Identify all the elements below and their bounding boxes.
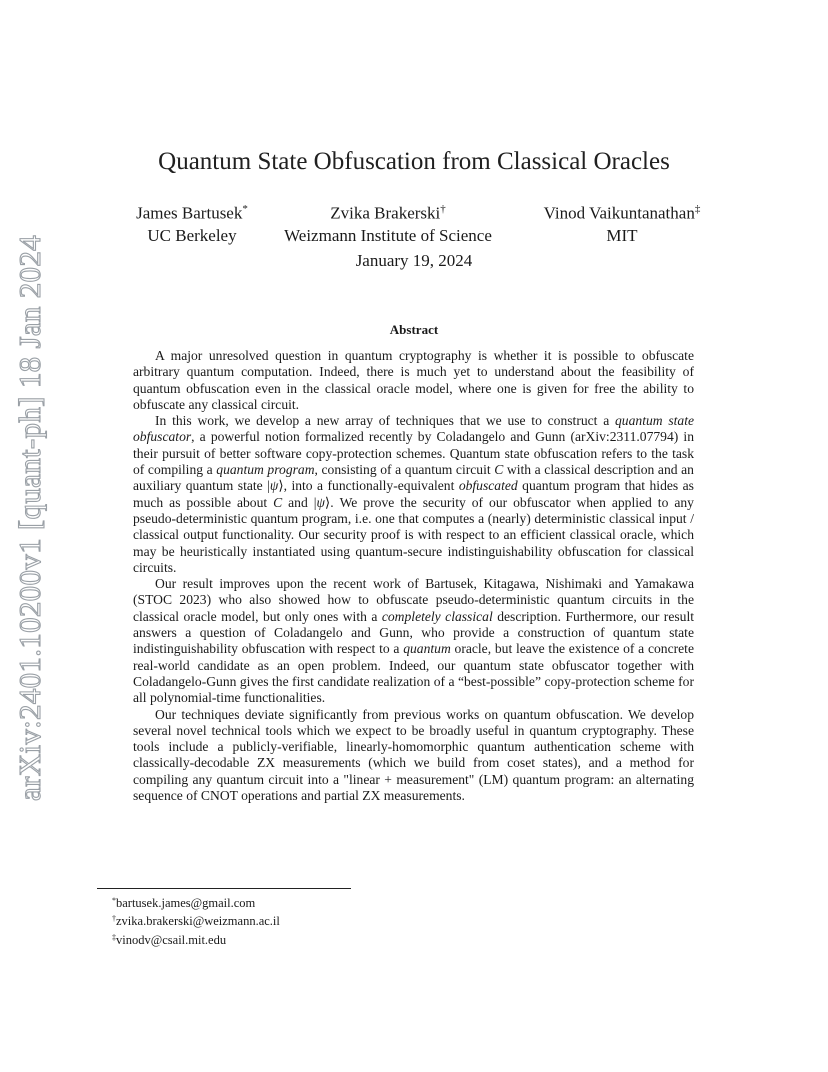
author-affiliation: Weizmann Institute of Science <box>284 225 492 245</box>
author-email[interactable]: bartusek.james@gmail.com <box>116 896 256 910</box>
abstract-body <box>133 348 694 804</box>
author-3 <box>512 198 732 247</box>
abstract-heading: Abstract <box>389 322 439 337</box>
author-mark: † <box>440 203 446 215</box>
footnote-mark: ‡ <box>112 932 116 942</box>
abstract-paragraph-3: Our result improves upon the recent work of Bartusek, Kitagawa, Nishimaki and Yamakawa (STOC 2023) who also showed how to obfuscate pseudo-deterministic quantum circuits in the classical oracle model, but only ones with a completely classical description. Furthermore, our result answers a question of Coladangelo and Gunn, who provide a construction of quantum state indistinguishability obfuscation with respect to a quantum oracle, but leave the existence of a concrete real-world candidate as an open problem. Indeed, our quantum state obfuscator together with Coladangelo-Gunn gives the first candidate realization of a “best-possible” copy-protection scheme for all polynomial-time functionalities. <box>133 576 694 706</box>
author-block <box>0 198 828 248</box>
abstract-paragraph-1: A major unresolved question in quantum cryptography is whether it is possible to obfuscate arbitrary quantum computation. Indeed, there is much yet to understand about the feasibility of quantum obfuscation even in the classical oracle model, where one is given for free the ability to obfuscate any classical circuit. <box>133 348 694 412</box>
author-name: Zvika Brakerski <box>330 203 441 223</box>
footnote-mark: * <box>112 896 116 905</box>
footnote-1 <box>112 893 280 911</box>
abstract-paragraph-4: Our techniques deviate significantly from previous works on quantum obfuscation. We develop several novel technical tools which we expect to be broadly useful in quantum cryptography. These tools include a publicly-verifiable, linearly-homomorphic quantum authentication scheme with classically-decodable ZX measurements (which we build from coset states), and a method for compiling any quantum circuit into a "linear + measurement" (LM) quantum program: an alternating sequence of CNOT operations and partial ZX measurements. <box>133 706 694 804</box>
author-affiliation: MIT <box>606 225 638 245</box>
footnotes <box>112 893 280 948</box>
author-affiliation: UC Berkeley <box>147 225 237 245</box>
footnote-rule <box>97 888 351 889</box>
author-email[interactable]: vinodv@csail.mit.edu <box>116 932 227 947</box>
author-mark: ‡ <box>694 203 701 215</box>
author-name: Vinod Vaikuntanathan <box>543 203 695 223</box>
author-name: James Bartusek <box>136 203 243 223</box>
publication-date: January 19, 2024 <box>355 251 473 270</box>
author-mark: * <box>242 203 248 215</box>
footnote-2 <box>112 911 280 929</box>
author-email[interactable]: zvika.brakerski@weizmann.ac.il <box>116 914 280 929</box>
footnote-mark: † <box>112 914 116 924</box>
author-2 <box>272 198 504 247</box>
abstract-paragraph-2: In this work, we develop a new array of techniques that we use to construct a quantum state obfuscator, a powerful notion formalized recently by Coladangelo and Gunn (arXiv:2311.07794) in their pursuit of better software copy-protection schemes. Quantum state obfuscation refers to the task of compiling a quantum program, consisting of a quantum circuit C with a classical description and an auxiliary quantum state |ψ⟩, into a functionally-equivalent obfuscated quantum program that hides as much as possible about C and |ψ⟩. We prove the security of our obfuscator when applied to any pseudo-deterministic quantum program, i.e. one that computes a (nearly) deterministic classical input / classical output functionality. Our security proof is with respect to an efficient classical oracle, which may be heuristically instantiated using quantum-secure indistinguishability obfuscation for classical circuits. <box>133 413 695 575</box>
footnote-3 <box>112 930 280 948</box>
arxiv-identifier: arXiv:2401.10200v1 [quant-ph] 18 Jan 2024 <box>12 235 47 801</box>
paper-title: Quantum State Obfuscation from Classical Oracles <box>158 148 670 175</box>
author-1 <box>108 198 276 247</box>
